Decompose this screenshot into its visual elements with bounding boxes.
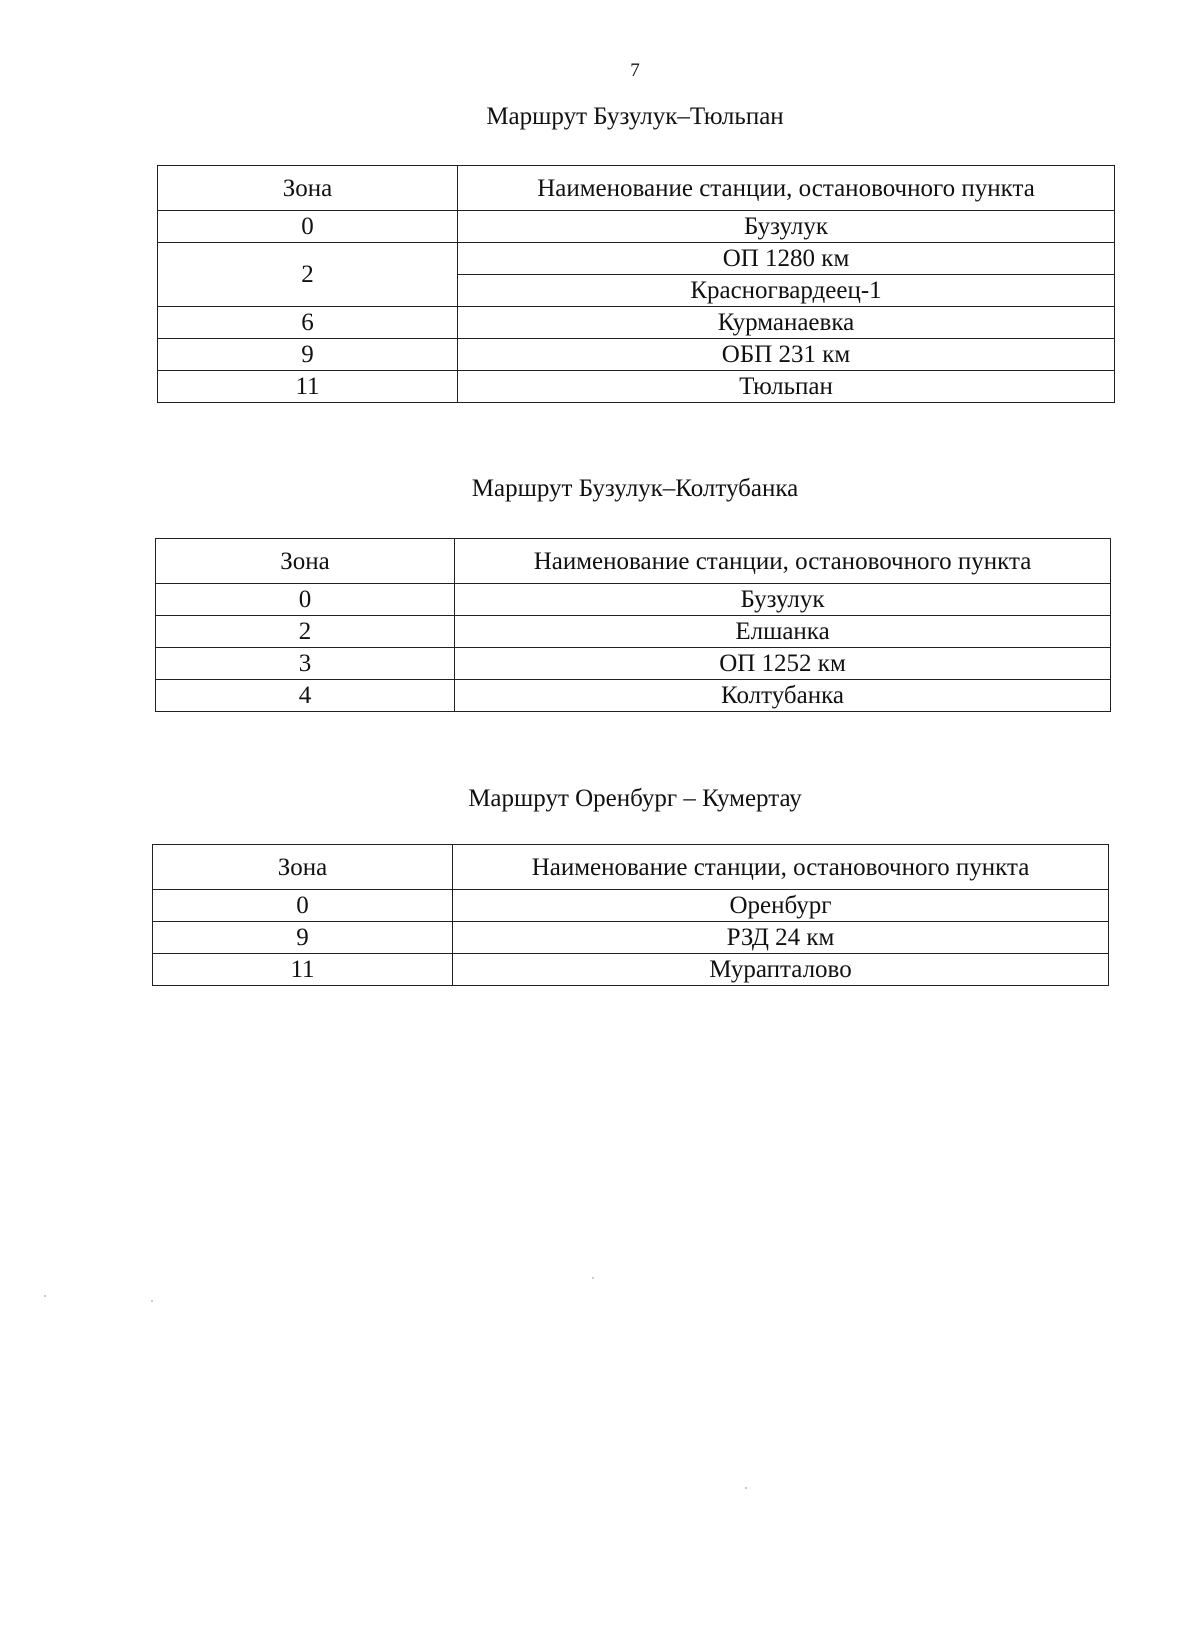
zone-cell: 6 xyxy=(158,307,458,339)
zone-cell: 11 xyxy=(153,954,453,986)
zone-cell: 9 xyxy=(153,922,453,954)
station-cell: Бузулук xyxy=(455,584,1111,616)
station-cell: Красногвардеец-1 xyxy=(458,275,1115,307)
station-header: Наименование станции, остановочного пункта xyxy=(455,539,1111,584)
zone-header: Зона xyxy=(153,845,453,890)
scan-speck xyxy=(592,1277,594,1279)
zone-cell: 9 xyxy=(158,339,458,371)
scan-speck xyxy=(44,1295,46,1297)
station-header: Наименование станции, остановочного пункта xyxy=(458,166,1115,211)
station-cell: РЗД 24 км xyxy=(453,922,1109,954)
zone-cell: 0 xyxy=(156,584,455,616)
route-title-buzuluk-tyulpan: Маршрут Бузулук–Тюльпан xyxy=(486,103,784,130)
page-number: 7 xyxy=(630,60,640,81)
zone-header: Зона xyxy=(158,166,458,211)
scan-speck xyxy=(745,1487,747,1489)
station-cell: ОП 1252 км xyxy=(455,648,1111,680)
route-title-buzuluk-koltubanka: Маршрут Бузулук–Колтубанка xyxy=(471,475,799,502)
station-cell: Тюльпан xyxy=(458,371,1115,403)
zone-cell: 11 xyxy=(158,371,458,403)
route-title-orenburg-kumertau: Маршрут Оренбург – Кумертау xyxy=(468,785,802,812)
zone-header: Зона xyxy=(156,539,455,584)
zone-cell: 2 xyxy=(156,616,455,648)
station-cell: Мурапталово xyxy=(453,954,1109,986)
zone-cell: 0 xyxy=(153,890,453,922)
station-cell: ОП 1280 км xyxy=(458,243,1115,275)
station-cell: Колтубанка xyxy=(455,680,1111,712)
route-table-buzuluk-tyulpan xyxy=(157,165,1115,403)
zone-cell: 0 xyxy=(158,211,458,243)
station-cell: Курманаевка xyxy=(458,307,1115,339)
zone-cell: 4 xyxy=(156,680,455,712)
route-table-buzuluk-koltubanka xyxy=(155,538,1111,712)
station-cell: Бузулук xyxy=(458,211,1115,243)
station-cell: Елшанка xyxy=(455,616,1111,648)
station-cell: ОБП 231 км xyxy=(458,339,1115,371)
route-table-orenburg-kumertau xyxy=(152,844,1109,986)
station-header: Наименование станции, остановочного пункта xyxy=(453,845,1109,890)
zone-cell: 2 xyxy=(158,243,458,307)
scan-speck xyxy=(151,1300,153,1302)
zone-cell: 3 xyxy=(156,648,455,680)
station-cell: Оренбург xyxy=(453,890,1109,922)
